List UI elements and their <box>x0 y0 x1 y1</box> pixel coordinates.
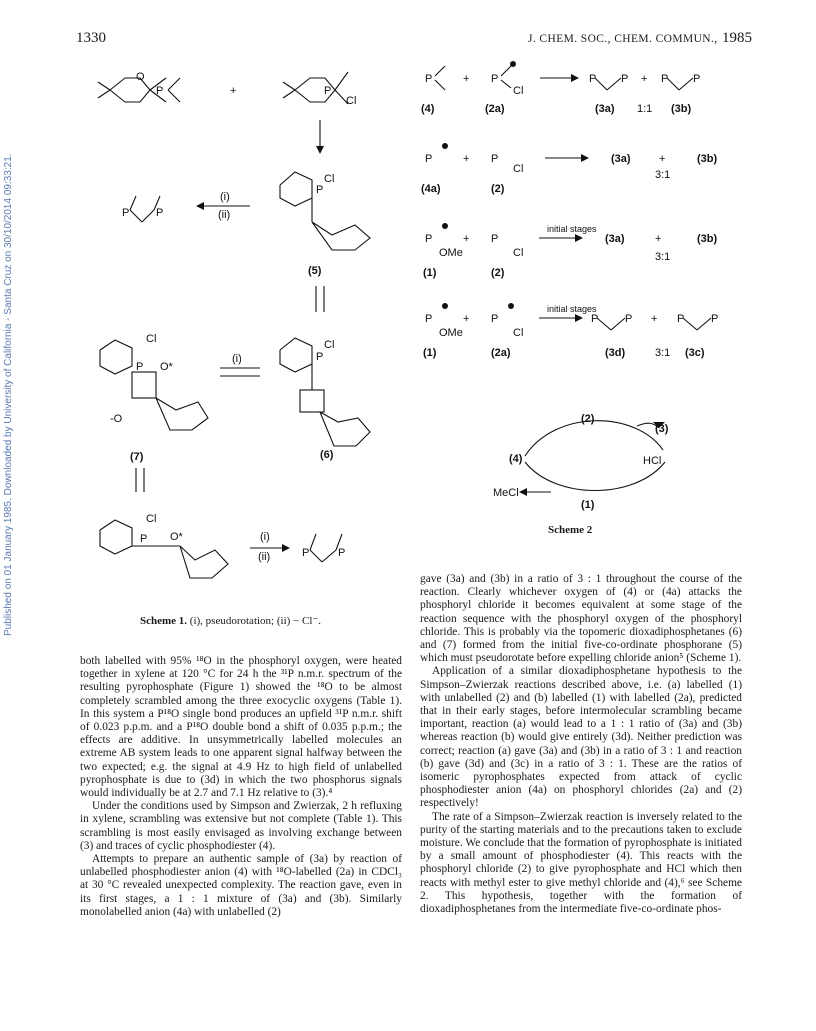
atom-label-p: P <box>156 207 164 219</box>
scheme-1-caption-title: Scheme 1. <box>140 615 188 627</box>
ratio-label: 3:1 <box>655 347 671 359</box>
compound-6-label: (6) <box>320 449 334 461</box>
atom-label-p: P <box>425 233 433 245</box>
reactant-b-label: (2a) <box>485 103 505 115</box>
pyrophosphate-product-bottom <box>302 534 345 562</box>
pyrophosphate-product-top <box>122 196 163 222</box>
right-paragraph-2: Application of a similar dioxadiphosphetane hypothesis to the Simpson–Zwierzak reactions described above, i.e. (a) labelled (1) with unlabelled (2) and (b) labelled (1) with labelled (2a), predicted that in their early stages, before intermolecular scrambling became important, reaction (a) would lead to a 1 : 1 ratio of (3a) and (3b) whereas reaction (b) would give entirely (3d). Neither prediction was correct; reaction (a) gave (3a) and (3b) in a ratio of 3 : 1 and reaction (b) gave (3d) and (3c) in a ratio of 3 : 1. These are the ratios of isomeric pyrophosphates expected from attack of cyclic phosphodiester anion (4a) on phosphoryl chlorides (2a) and (2) respectively! <box>420 665 742 810</box>
catalytic-cycle <box>493 413 669 511</box>
product-c-label: (3a) <box>595 103 615 115</box>
chloride-label: Cl <box>513 327 524 339</box>
atom-label-p: P <box>338 547 346 559</box>
plus-sign: + <box>230 85 237 97</box>
left-paragraph-3: Attempts to prepare an authentic sample of (3a) by reaction of unlabelled phosphodiester anion (4) with ¹⁸O-labelled (2a) in CDCl₃ at 30 °C revealed unexpected complexity. The reaction gave, even in its first stages, a 1 : 1 mixture of (3a) and (3b). Similarly monolabelled anion (4a) with unlabelled (2) <box>80 853 402 918</box>
compound-5-label: (5) <box>308 265 322 277</box>
atom-label-p: P <box>677 313 685 325</box>
step-label-ii: (ii) <box>218 209 231 221</box>
scheme-2-row-2 <box>421 143 718 195</box>
atom-label-p: P <box>491 233 499 245</box>
atom-label-p: P <box>661 73 669 85</box>
scheme-2-row-3 <box>423 223 718 279</box>
ratio-label: 3:1 <box>655 169 671 181</box>
plus-sign: + <box>463 73 470 85</box>
scheme-2-caption: Scheme 2 <box>548 524 593 536</box>
plus-sign: + <box>651 313 658 325</box>
product-d-label: (3b) <box>671 103 692 115</box>
atom-label-p: P <box>316 351 324 363</box>
compound-5-structure <box>280 172 370 250</box>
reactant-a-label: (4a) <box>421 183 441 195</box>
scheme-2-figure <box>415 50 755 520</box>
chloride-label: Cl <box>513 163 524 175</box>
journal-year: 1985 <box>722 30 752 46</box>
atom-label-p: P <box>625 313 633 325</box>
plus-sign: + <box>463 233 470 245</box>
cyclic-phosphodiester-anion <box>98 71 180 102</box>
left-paragraph-2: Under the conditions used by Simpson and Zwierzak, 2 h refluxing in xylene, scrambling was extensive but not complete (Table 1). This scrambling is most easily envisaged as involving exchange between (3) and traces of cyclic phosphodiester (4). <box>80 800 402 852</box>
scheme-2-row-4 <box>423 303 718 359</box>
atom-label-cl: Cl <box>146 333 157 345</box>
atom-label-p: P <box>324 85 332 97</box>
atom-label-p: P <box>491 153 499 165</box>
atom-label-p: P <box>140 533 148 545</box>
chloride-label: Cl <box>513 85 524 97</box>
atom-label-p: P <box>156 85 164 97</box>
atom-label-o: O <box>136 71 145 83</box>
step-label-i: (i) <box>232 353 242 365</box>
cycle-bottom-left-label: MeCl <box>493 487 519 499</box>
compound-6-structure <box>280 338 370 446</box>
product-c-label: (3a) <box>605 233 625 245</box>
product-d-label: (3c) <box>685 347 705 359</box>
cyclic-phosphoryl-chloride <box>283 72 356 107</box>
reactant-b-label: (2) <box>491 267 505 279</box>
page-number: 1330 <box>76 30 106 46</box>
left-text-column <box>80 655 402 919</box>
atom-label-p: P <box>302 547 310 559</box>
atom-label-p: P <box>136 361 144 373</box>
chloride-label: Cl <box>513 247 524 259</box>
reactant-b-label: (2a) <box>491 347 511 359</box>
atom-label-p: P <box>621 73 629 85</box>
product-d-label: (3b) <box>697 153 718 165</box>
right-paragraph-3: The rate of a Simpson–Zwierzak reaction is inversely related to the purity of the starting materials and to the precautions taken to exclude moisture. We conclude that the formation of pyrophosphate is initiated by a small amount of phosphodiester (4). This reacts with the phosphoryl chloride (2) to give pyrophosphate and HCl which then reacts with methyl ester to give methyl chloride and (4),⁶ see Scheme 2. This hypothesis, together with the formation of dioxadiphosphetanes from the intermediate five-co-ordinate phos- <box>420 810 742 916</box>
methoxy-label: OMe <box>439 247 463 259</box>
plus-sign: + <box>659 153 666 165</box>
scheme-1-caption-text: (i), pseudorotation; (ii) − Cl⁻. <box>187 615 321 627</box>
atom-label-p: P <box>589 73 597 85</box>
journal-header: J. CHEM. SOC., CHEM. COMMUN., <box>528 33 718 45</box>
reactant-a-label: (1) <box>423 347 437 359</box>
cycle-right-label: HCl <box>643 455 662 467</box>
scheme-1-figure <box>80 50 400 610</box>
atom-label-p: P <box>425 153 433 165</box>
reactant-a-label: (4) <box>421 103 435 115</box>
plus-sign: + <box>463 153 470 165</box>
reactant-b-label: (2) <box>491 183 505 195</box>
methoxy-label: OMe <box>439 327 463 339</box>
ratio-label: 3:1 <box>655 251 671 263</box>
provenance-sidebar: Published on 01 January 1985. Downloaded by University of California - Santa Cruz on 30/10/2014 09:33:21. <box>3 153 14 636</box>
cycle-bottom-label: (1) <box>581 499 595 511</box>
atom-label-p: P <box>316 184 324 196</box>
product-c-label: (3a) <box>611 153 631 165</box>
atom-label-p: P <box>693 73 701 85</box>
product-c-label: (3d) <box>605 347 626 359</box>
atom-label-ostar: O* <box>170 531 183 543</box>
plus-sign: + <box>463 313 470 325</box>
right-text-column <box>420 573 742 916</box>
right-paragraph-1: gave (3a) and (3b) in a ratio of 3 : 1 throughout the course of the reaction. Clearly whichever oxygen of (4) or (4a) attacks the phosphoryl chloride it becomes equivalent at some stage of the reaction sequence with the phosphoryl oxygen of the phosphoryl chloride. This is probably via the topomeric dioxadiphosphetanes (6) and (7) formed from the initial five-co-ordinate phosphorane (5) which must pseudorotate before expelling chloride anion⁵ (Scheme 1). <box>420 573 742 665</box>
cycle-top-label: (2) <box>581 413 595 425</box>
bottom-intermediate <box>100 513 228 578</box>
atom-label-p: P <box>122 207 130 219</box>
atom-label-p: P <box>491 313 499 325</box>
atom-label-cl: Cl <box>324 173 335 185</box>
condition-label: initial stages <box>547 304 597 314</box>
scheme-2-row-1 <box>421 61 700 115</box>
scheme-1-caption <box>140 614 321 627</box>
atom-label-p: P <box>491 73 499 85</box>
cycle-product-label: (3) <box>655 423 669 435</box>
cycle-left-label: (4) <box>509 453 523 465</box>
compound-7-structure <box>100 333 208 430</box>
atom-label-p: P <box>425 73 433 85</box>
plus-sign: + <box>641 73 648 85</box>
left-paragraph-1: both labelled with 95% ¹⁸O in the phosphoryl oxygen, were heated together in xylene at 120 °C for 24 h the ³¹P n.m.r. spectrum of the resulting pyrophosphate (Figure 1) showed the ¹⁸O to be almost completely scrambled among the three exocyclic oxygens (Table 1). In this system a P¹⁸O single bond produces an upfield ³¹P n.m.r. shift of 0.023 p.p.m. and a P¹⁸O double bond a shift of 0.035 p.p.m.; the effects are additive. In unsymmetrically labelled molecules an extreme AB system leads to one apparent signal halfway between the two expected; e.g. the signal at 4.9 Hz to high field of unlabelled pyrophosphate is due to (3d) in which the two phosphorus signals would individually be at 2.7 and 7.1 Hz relative to (3).⁴ <box>80 655 402 800</box>
plus-sign: + <box>655 233 662 245</box>
atom-label-p: P <box>711 313 719 325</box>
atom-label-p: P <box>591 313 599 325</box>
atom-label-cl: Cl <box>324 339 335 351</box>
atom-label-ominus: -O <box>110 413 123 425</box>
compound-7-label: (7) <box>130 451 144 463</box>
product-d-label: (3b) <box>697 233 718 245</box>
reactant-a-label: (1) <box>423 267 437 279</box>
atom-label-p: P <box>425 313 433 325</box>
atom-label-cl: Cl <box>346 95 357 107</box>
step-label-i: (i) <box>260 531 270 543</box>
condition-label: initial stages <box>547 224 597 234</box>
step-label-ii: (ii) <box>258 551 271 563</box>
atom-label-cl: Cl <box>146 513 157 525</box>
ratio-label: 1:1 <box>637 103 653 115</box>
atom-label-ostar: O* <box>160 361 173 373</box>
step-label-i: (i) <box>220 191 230 203</box>
